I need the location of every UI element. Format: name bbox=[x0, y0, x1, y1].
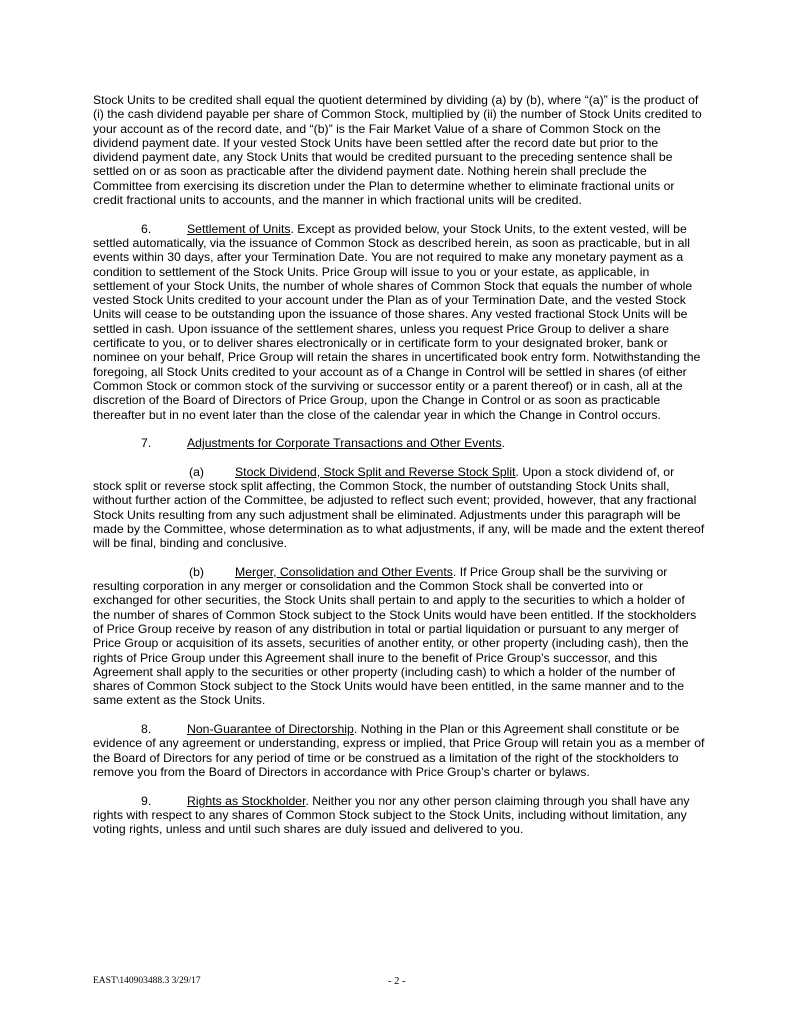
document-body bbox=[93, 93, 705, 851]
footer-doc-id: EAST\140903488.3 3/29/17 bbox=[93, 976, 201, 986]
section-8-heading: Non-Guarantee of Directorship bbox=[187, 722, 354, 737]
section-6-body: . Except as provided below, your Stock Units, to the extent vested, will be settled automatically, via the issuance of Common Stock as described herein, as soon as practicable, but in all events within 30 days, after your Termination Date. You are not required to make any monetary payment as a condition to settlement of the Stock Units. Price Group will issue to you or your estate, as applicable, in settlement of your Stock Units, the number of whole shares of Common Stock that equals the number of whole vested Stock Units credited to your account under the Plan as of your Termination Date, and the vested Stock Units will cease to be outstanding upon the issuance of those shares. Any vested fractional Stock Units will be settled in cash. Upon issuance of the settlement shares, unless you request Price Group to deliver a share certificate to you, or to deliver shares electronically or in certificate form to your designated broker, bank or nominee on your behalf, Price Group will retain the shares in uncertificated book entry form. Notwithstanding the foregoing, all Stock Units credited to your account as of a Change in Control will be settled in shares (of either Common Stock or common stock of the surviving or successor entity or a parent thereof) or in cash, all at the discretion of the Board of Directors of Price Group, upon the Change in Control or as soon as practicable thereafter but in no event later than the close of the calendar year in which the Change in Control occurs. bbox=[93, 221, 701, 422]
section-6-heading: Settlement of Units bbox=[187, 221, 291, 236]
section-8-body: . Nothing in the Plan or this Agreement shall constitute or be evidence of any agreement or understanding, express or implied, that Price Group will retain you as a member of the Board of Directors for any period of time or be construed as a limitation of the right of the stockholders to remove you from the Board of Directors in accordance with Price Group’s charter or bylaws. bbox=[93, 722, 705, 779]
section-6-number: 6. bbox=[141, 221, 152, 236]
section-7a-number: (a) bbox=[189, 464, 204, 479]
section-9-heading: Rights as Stockholder bbox=[187, 793, 306, 808]
section-8-number: 8. bbox=[141, 722, 152, 737]
footer-page-number: - 2 - bbox=[388, 976, 406, 987]
section-9-number: 9. bbox=[141, 793, 152, 808]
section-7a-heading: Stock Dividend, Stock Split and Reverse Stock Split bbox=[235, 464, 516, 479]
section-7b bbox=[93, 565, 705, 708]
section-7 bbox=[93, 436, 705, 450]
section-7b-body: . If Price Group shall be the surviving or resulting corporation in any merger or consolidation and the Common Stock shall be converted into or exchanged for other securities, the Stock Units shall pertain to and apply to the securities to which a holder of the number of shares of Common Stock subject to the Stock Units would have been entitled. If the stockholders of Price Group receive by reason of any distribution in total or partial liquidation or pursuant to any merger of Price Group or acquisition of its assets, securities of another entity, or other property (including cash), then the rights of Price Group under this Agreement shall inure to the benefit of Price Group’s successor, and this Agreement shall apply to the securities or other property (including cash) to which a holder of the number of shares of Common Stock subject to the Stock Units would have been entitled, in the same manner and to the same extent as the Stock Units. bbox=[93, 564, 697, 708]
section-8 bbox=[93, 722, 705, 779]
section-7a-body: . Upon a stock dividend of, or stock split or reverse stock split affecting, the Common Stock, the number of outstanding Stock Units shall, without further action of the Committee, be adjusted to reflect such event; provided, however, that any fractional Stock Units resulting from any such adjustment shall be eliminated. Adjustments under this paragraph will be made by the Committee, whose determination as to what adjustments, if any, will be made and the extent thereof will be final, binding and conclusive. bbox=[93, 464, 705, 551]
section-6 bbox=[93, 222, 705, 422]
paragraph-intro bbox=[93, 93, 705, 207]
section-7-heading: Adjustments for Corporate Transactions and Other Events bbox=[187, 436, 502, 451]
section-7-number: 7. bbox=[141, 436, 152, 451]
section-9 bbox=[93, 794, 705, 837]
section-7b-heading: Merger, Consolidation and Other Events bbox=[235, 564, 453, 579]
section-9-body: . Neither you nor any other person claiming through you shall have any rights with respect to any shares of Common Stock subject to the Stock Units, including without limitation, any voting rights, unless and until such shares are duly issued and delivered to you. bbox=[93, 793, 690, 837]
section-7-body: . bbox=[501, 436, 505, 451]
section-7b-number: (b) bbox=[189, 564, 204, 579]
paragraph-intro-text: Stock Units to be credited shall equal the quotient determined by dividing (a) by (b), where “(a)” is the product of (i) the cash dividend payable per share of Common Stock, multiplied by (ii) the number of Stock Units credited to your account as of the record date, and “(b)” is the Fair Market Value of a share of Common Stock on the dividend payment date. If your vested Stock Units have been settled after the record date but prior to the dividend payment date, any Stock Units that would be credited pursuant to the preceding sentence shall be settled on or as soon as practicable after the dividend payment date. Nothing herein shall preclude the Committee from exercising its discretion under the Plan to determine whether to eliminate fractional units or credit fractional units to accounts, and the manner in which fractional units will be credited. bbox=[93, 93, 702, 208]
section-7a bbox=[93, 465, 705, 551]
